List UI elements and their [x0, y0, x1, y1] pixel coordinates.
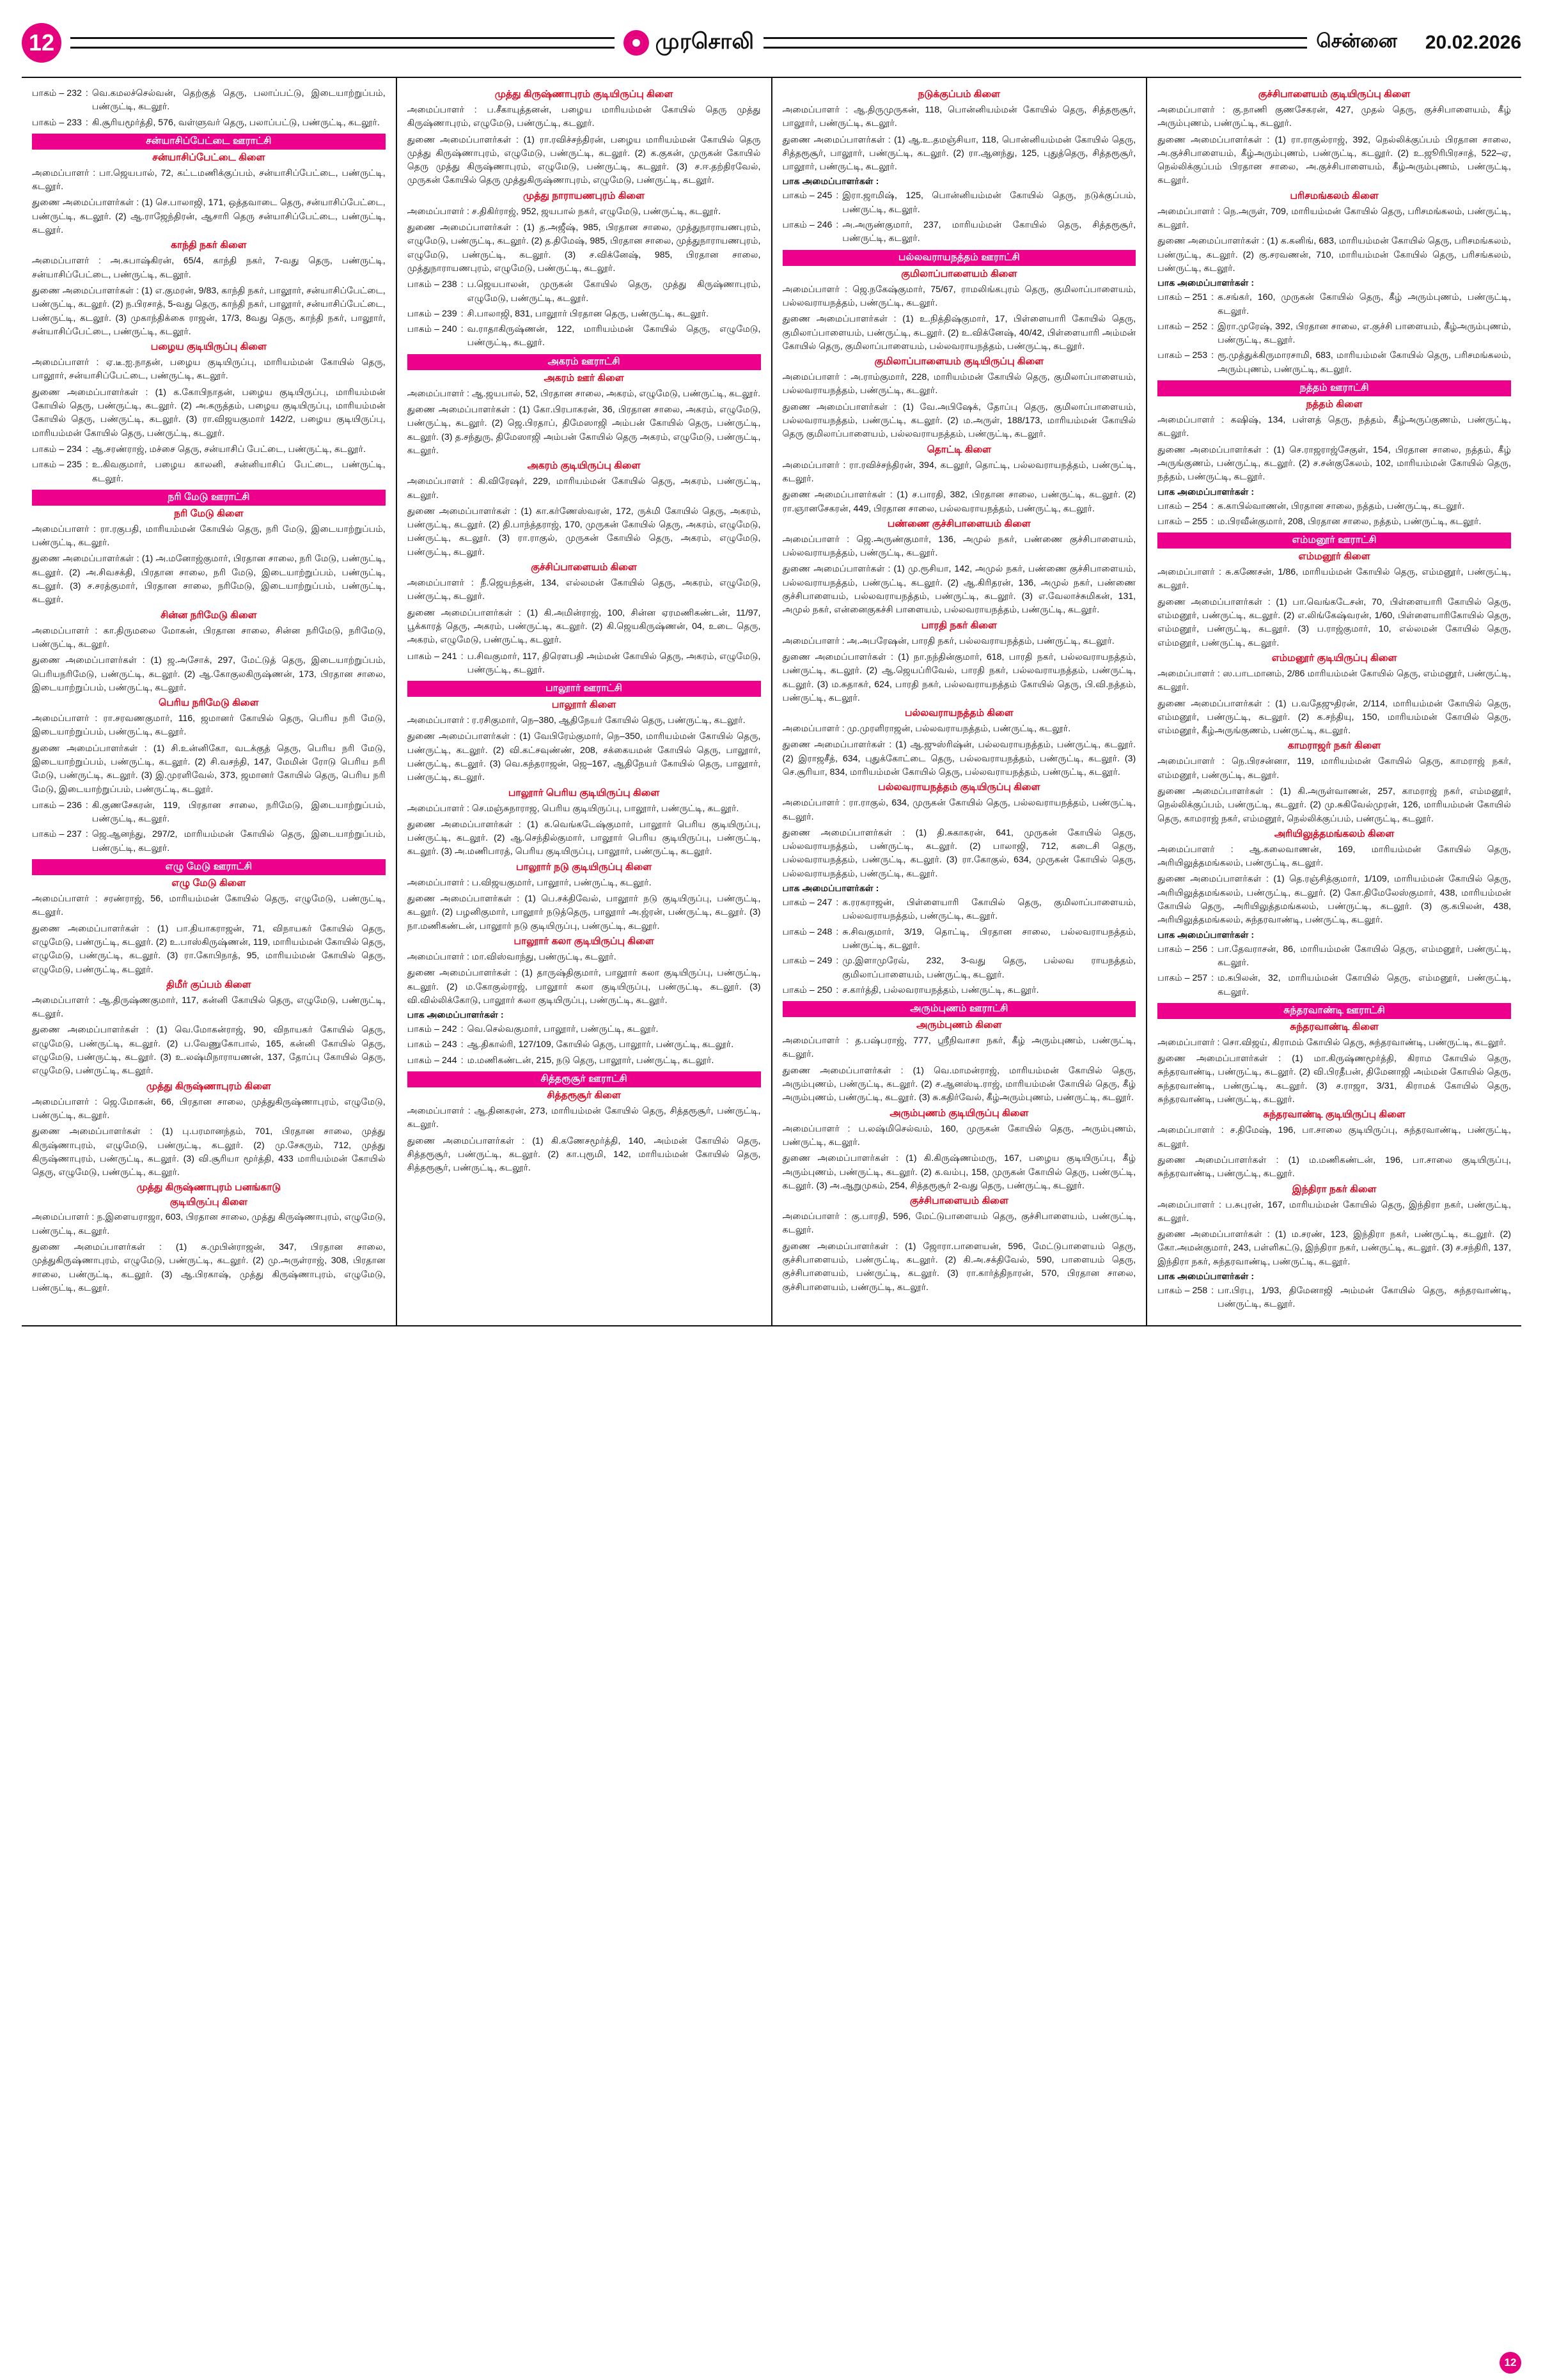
- part-number: பாகம் – 235: [32, 460, 82, 471]
- branch-heading: குச்சிபாளையம் கிளை: [909, 1195, 1008, 1207]
- part-separator: :: [460, 324, 464, 335]
- organiser-paragraph: அமைப்பாளர் : ர.ரசிகுமார், நெ–380, ஆதிநேயர் கோயில் தெரு, பண்ருட்டி, கடலூர்.: [407, 715, 746, 726]
- organiser-paragraph: அமைப்பாளர் : ப.சுபுரன், 167, மாரியம்மன் கோயில் தெரு, இந்திரா நகர், பண்ருட்டி, கடலூர்.: [1157, 1199, 1511, 1224]
- panchayat-heading: அரும்புணம் ஊராட்சி: [783, 1001, 1136, 1017]
- part-number: பாகம் – 243: [407, 1039, 457, 1050]
- organiser-paragraph: துணை அமைப்பாளர்கள் : (1) கி.கிருஷ்ணம்மரு, 167, பழைய குடியிருப்பு, கீழ் அரும்புணம், பண்ருட்டி, கடலூர். (2) க.வம்பு, 158, முருகன் கோயில் தெரு, பண்ருட்டி, கடலூர். (3) அ.ஆறுமுகம், 254, சித்தரூசூர் 2-வது தெரு, பண்ருட்டி, கடலூர்.: [782, 1153, 1136, 1191]
- part-entry: [32, 87, 386, 114]
- part-organiser: சு.சிவகுமார், 3/19, தொட்டி, பிரதான சாலை, பல்லவராயநத்தம், பண்ருட்டி, கடலூர்.: [842, 926, 1136, 951]
- branch-heading: பாலூார் கலா குடியிருப்பு கிளை: [513, 935, 654, 947]
- organiser-paragraph: துணை அமைப்பாளர்கள் : (1) கி.அமின்ராஜ், 100, சின்ன ஏரமணிகண்டன், 11/97, பூக்காரத் தெரு, அகரம், பண்ருட்டி, கடலூர். (2) கி.ஜெயகிருஷ்ணன், 04, உடை தெரு, அகரம், எழுமேடு, பண்ருட்டி, கடலூர்.: [407, 607, 761, 646]
- part-entry: [1157, 500, 1511, 513]
- branch-heading: சன்யாசிப்பேட்டை கிளை: [152, 152, 265, 163]
- section-label: பாக அமைப்பாளர்கள் :: [782, 176, 879, 187]
- organiser-paragraph: அமைப்பாளர் : பா.ஜெயபால், 72, கட்டமணிக்குப்பம், சன்யாசிப்பேட்டை, பண்ருட்டி, கடலூர்.: [32, 167, 386, 192]
- part-organiser: உ.கிவகுமார், பழைய காலனி, சன்னியாசிப் பேட்டை, பண்ருட்டி, கடலூர்.: [91, 460, 386, 484]
- part-separator: :: [836, 926, 839, 937]
- part-entry: [1157, 515, 1511, 529]
- organiser-paragraph: துணை அமைப்பாளர்கள் : (1) தாருஷ்திகுமார், பாலூார் கலா குடியிருப்பு, பண்ருட்டி, கடலூர். (2) ம.கோகுல்ராஜ், பாலூார் கலா குடியிருப்பு, பண்ருட்டி, கடலூர். (3) வி.வில்லிக்கோடு, பாலூார் கலா குடியிருப்பு, பண்ருட்டி, கடலூர்.: [407, 968, 761, 1006]
- branch-heading: முத்து கிருஷ்ணாபுரம் குடியிருப்பு கிளை: [494, 89, 673, 100]
- organiser-paragraph: துணை அமைப்பாளர்கள் : (1) தெ.ரஞ்சித்குமார், 1/109, மாரியம்மன் கோயில் தெரு, அரியிலுத்தமங்கலம், பண்ருட்டி, கடலூர். (2) கோ.திமேலேஸ்குமார், 438, மாரியம்மன் கோயில் தெரு, அரியிலுத்தமங்கலம், பண்ருட்டி, கடலூர். (3) கு.கபிலன், 438, அரியிலுத்தமங்கலம், சுந்தரவாண்டி, பண்ருட்டி, கடலூர்.: [1157, 874, 1511, 926]
- organiser-paragraph: அமைப்பாளர் : சு.கணேசன், 1/86, மாரியம்மன் கோயில் தெரு, எம்மனூர், பண்ருட்டி, கடலூர்.: [1157, 567, 1511, 591]
- part-organiser: க.ரரகராஜன், பிள்ளையாரி கோயில் தெரு, குமிலாப்பாளையம், பல்லவராயநத்தம், பண்ருட்டி, கடலூர்.: [842, 898, 1136, 922]
- part-number: பாகம் – 234: [32, 444, 82, 455]
- edition-label: சென்னை: [1316, 31, 1397, 52]
- part-number: பாகம் – 241: [407, 651, 457, 662]
- masthead: [22, 18, 1521, 68]
- part-organiser: பா.பிரபு, 1/93, திமேனாஜி அம்மன் கோயில் தெரு, சுந்தரவாண்டி, பண்ருட்டி, கடலூர்.: [1218, 1286, 1511, 1310]
- organiser-paragraph: துணை அமைப்பாளர்கள் : (1) சி.உன்னிகோ, வடக்குத் தெரு, பெரிய நரி மேடு, இடையாற்றுப்பம், பண்ருட்டி, கடலூர். (2) சி.வசந்தி, 147, மேமின் ரோடு பெரிய நரி மேடு, பண்ருட்டி, கடலூர். (3) இ.முரளிவேல், 373, ஜமானர் கோயில் தெரு, பெரிய நரி மேடு, இடையாற்றுப்பம், பண்ருட்டி, கடலூர்.: [32, 743, 386, 795]
- part-organiser: ஆ.சரண்ராஜ், மச்சை தெரு, சன்யாசிப் பேட்டை, பண்ருட்டி, கடலூர்.: [91, 444, 366, 455]
- part-separator: :: [85, 800, 88, 811]
- part-number: பாகம் – 251: [1157, 292, 1208, 303]
- organiser-paragraph: அமைப்பாளர் : நெ.பிரசன்னா, 119, மாரியம்மன் கோயில் தெரு, காமராஜ் நகர், எம்மனூர், பண்ருட்டி, கடலூர்.: [1157, 756, 1511, 781]
- part-separator: :: [836, 191, 839, 201]
- organiser-paragraph: துணை அமைப்பாளர்கள் : (1) வெ.மாமன்ராஜ், மாரியம்மன் கோயில் தெரு, அரும்புணம், பண்ருட்டி, கடலூர். (2) ச.ஆனஸ்டி.ராஜ், மாரியம்மன் கோயில் தெரு, கீழ் அரும்புணம், பண்ருட்டி, கடலூர். (3) சு.கதிர்வேல், கீழ்அரும்புணம், பண்ருட்டி, கடலூர்.: [782, 1065, 1136, 1103]
- organiser-paragraph: அமைப்பாளர் : கு.பாரதி, 596, மேட்டுபாளையம் தெரு, குச்சிபாளையம், பண்ருட்டி, கடலூர்.: [782, 1211, 1136, 1236]
- part-entry: [783, 954, 1136, 982]
- part-entry: [407, 323, 761, 350]
- organiser-paragraph: அமைப்பாளர் : ரா.ரவிச்சந்திரன், 394, கடலூர், தொட்டி, பல்லவராயநத்தம், பண்ருட்டி, கடலூர்.: [782, 460, 1136, 484]
- page-number-badge: 12: [22, 23, 61, 63]
- branch-heading: அரியிலுத்தமங்கலம் கிளை: [1274, 828, 1395, 839]
- organiser-paragraph: துணை அமைப்பாளர்கள் : (1) கி.கணேசமூர்த்தி, 140, அம்மன் கோயில் தெரு, சித்தரூசூர், பண்ருட்டி, கடலூர். (2) கா.புரூமி, 142, மாரியம்மன் கோயில் தெரு, சித்தரூசூர், பண்ருட்டி, கடலூர்.: [407, 1135, 761, 1174]
- part-number: பாகம் – 232: [32, 88, 82, 98]
- organiser-paragraph: அமைப்பாளர் : கஷிஷ், 134, பள்ளத் தெரு, நத்தம், கீழ்அருப்குணம், பண்ருட்டி, கடலூர்.: [1157, 415, 1511, 439]
- organiser-paragraph: துணை அமைப்பாளர்கள் : (1) பா.வெங்கடேசன், 70, பிள்ளையாரி கோயில் தெரு, எம்மனூர், பண்ருட்டி, கடலூர். (2) எ.லிங்கேஷ்வரன், 1/60, பிள்ளையாரிகோயில் தெரு, எம்மனூர், பண்ருட்டி, கடலூர். (3) ப.ராஜ்குமார், 10, எல்லமன் கோயில் தெரு, எம்மனூர், பண்ருட்டி, கடலூர்.: [1157, 596, 1511, 648]
- organiser-paragraph: துணை அமைப்பாளர்கள் : (1) வேபிரேம்குமார், நெ–350, மாரியம்மன் கோயில் தெரு, பண்ருட்டி, கடலூர். (2) வி.கட்சவுண்ண், 208, சக்கையமன் கோயில் தெரு, பாலூார், பண்ருட்டி, கடலூர். (3) வெ.கந்தராஜன், ஜெ–167, ஆதிநேயர் கோயில் தெரு, பாலூார், பண்ருட்டி, கடலூர்.: [407, 731, 761, 783]
- branch-heading: முத்து கிருஷ்ணாபுரம் பனங்காடு: [136, 1182, 281, 1194]
- organiser-paragraph: அமைப்பாளர் : ஆ.கலைவாணன், 169, மாரியம்மன் கோயில் தெரு, அரியிலுத்தமங்கலம், பண்ருட்டி, கடலூர்.: [1157, 844, 1511, 869]
- part-organiser: ரூ.முத்துக்கிருமாரசாமி, 683, மாரியம்மன் கோயில் தெரு, பரிசமங்கலம், அரும்புணம், பண்ருட்டி, கடலூர்.: [1218, 350, 1511, 375]
- organiser-paragraph: துணை அமைப்பாளர்கள் : (1) ஆ.உ.தமஞ்சியா, 118, பொன்னியம்மன் கோயில் தெரு, சித்தரூசூர், பாலூார், பண்ருட்டி, கடலூர். (2) ரா.ஆனந்து, 125, புதுத்தெரு, சித்தரூசூர், பாலூார், பண்ருட்டி, கடலூர்.: [782, 134, 1136, 173]
- organiser-paragraph: துணை அமைப்பாளர்கள் : (1) மா.கிருஷ்ணமூர்த்தி, கிராம கோயில் தெரு, சுந்தரவாண்டி, பண்ருட்டி, கடலூர். (2) வி.பிரதீபன், திமேனாஜி அம்மன் கோயில் தெரு, சுந்தரவாண்டி, பண்ருட்டி, கடலூர். (3) ச.ராஜா, 3/31, கிராமக் கோயில் தெரு, சுந்தரவாண்டி, பண்ருட்டி, கடலூர்.: [1157, 1054, 1511, 1105]
- branch-heading: பாலூார் நடு குடியிருப்பு கிளை: [516, 861, 652, 873]
- part-number: பாகம் – 248: [782, 926, 833, 937]
- part-separator: :: [460, 1055, 464, 1066]
- branch-heading: பண்ணை குச்சிபாளையம் கிளை: [887, 518, 1031, 529]
- part-entry: [1157, 1284, 1511, 1312]
- part-entry: [407, 1038, 761, 1052]
- organiser-paragraph: அமைப்பாளர் : ச.திகிர்ராஜ், 952, ஜயபால் நகர், எழுமேடு, பண்ருட்டி, கடலூர்.: [407, 206, 721, 217]
- part-number: பாகம் – 256: [1157, 944, 1208, 954]
- part-entry: [32, 828, 386, 855]
- part-organiser: வெ.கமலச்செல்வன், தெற்குத் தெரு, பலாப்பட்டு, இடையாற்றுப்பம், பண்ருட்டி, கடலூர்.: [91, 88, 386, 113]
- panchayat-heading: எம்மனூர் ஊராட்சி: [1157, 533, 1511, 548]
- branch-heading: பாரதி நகர் கிளை: [921, 619, 997, 631]
- organiser-paragraph: அமைப்பாளர் : ஆ.ஜயபால், 52, பிரதான சாலை, அகரம், எழுமேடு, பண்ருட்டி, கடலூர்.: [407, 388, 761, 399]
- organiser-paragraph: அமைப்பாளர் : கு.நாணி குணசேகரன், 427, முதல் தெரு, குச்சிபாளையம், கீழ் அரும்புணம், பண்ருட்டி, கடலூர்.: [1157, 105, 1511, 129]
- part-organiser: ம.மணிகண்டன், 215, நடு தெரு, பாலூார், பண்ருட்டி, கடலூர்.: [467, 1055, 714, 1066]
- part-entry: [783, 189, 1136, 217]
- part-separator: :: [85, 460, 88, 471]
- part-entry: [1157, 349, 1511, 377]
- organiser-paragraph: துணை அமைப்பாளர்கள் : (1) க.கோபிநாதன், பழைய குடியிருப்பு, மாரியம்மன் கோயில் தெரு, பண்ருட்டி, கடலூர். (2) அ.கருத்தம், பழைய குடியிருப்பு, மாரியம்மன் கோயில் தெரு, பண்ருட்டி, கடலூர். (3) ரா.விஜயகுமார் 142/2, பழைய குடியிருப்பு, மாரியம்மன் கோயில் தெரு, பண்ருட்டி, கடலூர்.: [32, 387, 386, 439]
- part-number: பாகம் – 244: [407, 1055, 457, 1066]
- panchayat-heading: நரி மேடு ஊராட்சி: [32, 490, 386, 506]
- article-columns: [22, 77, 1521, 1326]
- branch-heading: அகரம் ஊர் கிளை: [544, 372, 624, 384]
- organiser-paragraph: துணை அமைப்பாளர்கள் : (1) எ.குமரன், 9/83, காந்தி நகர், பாலூார், சன்யாசிப்பேட்டை, பண்ருட்டி, கடலூர். (2) ந.பிரசாத், 5-வது தெரு, காந்தி நகர், பாலூார், சன்யாசிப்பேட்டை, பண்ருட்டி, கடலூர். (3) முகாந்திக்கை ராஜன், 17/3, 8வது தெரு, காந்தி நகர், பாலூார், சன்யாசிப்பேட்டை, பண்ருட்டி, கடலூர்.: [32, 285, 386, 337]
- branch-heading: பல்லவராயநத்தம் கிளை: [904, 708, 1014, 719]
- organiser-paragraph: அமைப்பாளர் : ப.சீகாயுத்தனன், பழைய மாரியம்மன் கோயில் தெரு முத்து கிருஷ்ணாபுரம், எழுமேடு, பண்ருட்டி, கடலூர்.: [407, 105, 761, 129]
- part-separator: :: [460, 651, 464, 662]
- part-entry: [32, 458, 386, 486]
- organiser-paragraph: அமைப்பாளர் : நீ.ஜெயந்தன், 134, எல்லமன் கோயில் தெரு, அகரம், எழுமேடு, பண்ருட்டி, கடலூர்.: [407, 578, 761, 602]
- part-entry: [783, 896, 1136, 924]
- part-number: பாகம் – 236: [32, 800, 82, 811]
- part-number: பாகம் – 242: [407, 1024, 457, 1035]
- publication-logo: [623, 29, 755, 57]
- rising-sun-icon: [623, 30, 649, 56]
- branch-heading: தொட்டி கிளை: [927, 444, 992, 455]
- organiser-paragraph: அமைப்பாளர் : ஏ.டீ.ஐ.நாதன், பழைய குடியிருப்பு, மாரியம்மன் கோயில் தெரு, பாலூார், சன்யாசிப்பேட்டை, பண்ருட்டி, கடலூர்.: [32, 357, 386, 382]
- organiser-paragraph: அமைப்பாளர் : ரா.சரவணகுமார், 116, ஜமானர் கோயில் தெரு, பெரிய நரி மேடு, இடையாற்றுப்பம், பண்ருட்டி, கடலூர்.: [32, 713, 386, 738]
- branch-heading: நத்தம் கிளை: [1306, 399, 1363, 410]
- part-number: பாகம் – 237: [32, 829, 82, 840]
- branch-heading: முத்து கிருஷ்ணாபுரம் கிளை: [146, 1080, 271, 1092]
- organiser-paragraph: அமைப்பாளர் : சரண்ராஜ், 56, மாரியம்மன் கோயில் தெரு, எழுமேடு, பண்ருட்டி, கடலூர்.: [32, 894, 386, 918]
- part-entry: [783, 926, 1136, 953]
- panchayat-heading: பாலூார் ஊராட்சி: [407, 681, 761, 697]
- part-organiser: ம.கபிலன், 32, மாரியம்மன் கோயில் தெரு, எம்மனூர், பண்ருட்டி, கடலூர்.: [1218, 973, 1511, 997]
- section-label: பாக அமைப்பாளர்கள் :: [782, 883, 879, 894]
- text-column: [396, 78, 771, 1325]
- part-separator: :: [85, 88, 88, 98]
- organiser-paragraph: அமைப்பாளர் : ஜெ.மோகன், 66, பிரதான சாலை, முத்துகிருஷ்ணாபுரம், எழுமேடு, பண்ருட்டி, கடலூர்.: [32, 1096, 386, 1121]
- organiser-paragraph: துணை அமைப்பாளர்கள் : (1) ரா.ரவிச்சந்திரன், பழைய மாரியம்மன் கோயில் தெரு முத்து கிருஷ்ணாபுரம், எழுமேடு, பண்ருட்டி, கடலூர். (2) க.குகன், முருகன் கோயில் தெரு முத்து கிருஷ்ணாபுரம், எழுமேடு, பண்ருட்டி, கடலூர். (3) ச.ஈ.தற்திரவேல், முருகன் கோயில் தெரு முத்துகிருஷ்ணாபுரம், எழுமேடு, பண்ருட்டி, கடலூர்.: [407, 134, 761, 186]
- part-organiser: ப.ஜெயபாலன், முருகன் கோயில் தெரு, முத்து கிருஷ்ணாபுரம், எழுமேடு, பண்ருட்டி, கடலூர்.: [467, 279, 761, 304]
- organiser-paragraph: அமைப்பாளர் : அ.அபரேஷன், பாரதி நகர், பல்லவராயநத்தம், பண்ருட்டி, கடலூர்.: [782, 635, 1115, 646]
- organiser-paragraph: துணை அமைப்பாளர்கள் : (1) த.அஜீஷ், 985, பிரதான சாலை, முத்துநாராயணபுரம், எழுமேடு, பண்ருட்டி, கடலூர். (2) த.திமேஷ், 985, பிரதான சாலை, முத்துநாராயணபுரம், எழுமேடு, பண்ருட்டி, கடலூர். (3) ச.விக்னேஷ், 985, பிரதான சாலை, முத்துநாராயணபுரம், எழுமேடு, பண்ருட்டி, கடலூர்.: [407, 222, 761, 274]
- branch-heading: பாலூார் பெரிய குடியிருப்பு கிளை: [508, 787, 660, 798]
- part-entry: [407, 1054, 761, 1068]
- branch-heading: எம்மனூர் குடியிருப்பு கிளை: [1271, 652, 1397, 664]
- organiser-paragraph: அமைப்பாளர் : ப.விஜயகுமார், பாலூார், பண்ருட்டி, கடலூர்.: [407, 877, 652, 888]
- part-entry: [32, 116, 386, 130]
- branch-heading: எம்மனூர் கிளை: [1298, 551, 1370, 563]
- part-separator: :: [1211, 350, 1214, 361]
- panchayat-heading: சுந்தரவாண்டி ஊராட்சி: [1157, 1003, 1511, 1019]
- part-separator: :: [85, 444, 88, 455]
- part-organiser: க.சங்கர், 160, முருகன் கோயில் தெரு, கீழ் அரும்புணம், பண்ருட்டி, கடலூர்.: [1218, 292, 1511, 316]
- part-organiser: மு.இளாமுரேவ், 232, 3-வது தெரு, பல்லவ ராயநத்தம், குமிலாப்பாளையம், பண்ருட்டி, கடலூர்.: [842, 956, 1136, 980]
- part-separator: :: [1211, 944, 1214, 954]
- panchayat-heading: பல்லவராயநத்தம் ஊராட்சி: [783, 250, 1136, 266]
- section-label: பாக அமைப்பாளர்கள் :: [1157, 278, 1255, 289]
- part-organiser: ப.சிவகுமார், 117, திரௌபதி அம்மன் கோயில் தெரு, அகரம், எழுமேடு, பண்ருட்டி, கடலூர்.: [467, 651, 761, 675]
- branch-heading: முத்து நாராயணபுரம் கிளை: [523, 190, 645, 201]
- part-number: பாகம் – 249: [782, 956, 833, 967]
- organiser-paragraph: துணை அமைப்பாளர்கள் : (1) ஆ.ஜுஸ்ரிஷ்ன், பல்லவராயநத்தம், பண்ருட்டி, கடலூர். (2) இராஜசீத், 634, புதுக்கோட்டை தெரு, பல்லவராயநத்தம், பண்ருட்டி, கடலூர். (3) செ.சூரியா, 834, மாரியம்மன் கோயில் தெரு, பல்லவராயநத்தம், பண்ருட்டி, கடலூர்.: [782, 740, 1136, 777]
- footer-page-number-badge: 12: [1500, 2352, 1521, 2374]
- organiser-paragraph: அமைப்பாளர் : ச.திமேஷ், 196, பா.சாலை குடியிருப்பு, சுந்தரவாண்டி, பண்ருட்டி, கடலூர்.: [1157, 1125, 1511, 1149]
- organiser-paragraph: துணை அமைப்பாளர்கள் : (1) பு.பரமானந்தம், 701, பிரதான சாலை, முத்து கிருஷ்ணாபுரம், எழுமேடு, பண்ருட்டி, கடலூர். (2) மு.சேகரும், 712, முத்து கிருஷ்ணாபுரம், பண்ருட்டி, கடலூர். (3) வி.சூரியா மூர்த்தி, 433 மாரியம்மன் கோயில் தெரு, எழுமேடு, பண்ருட்டி, கடலூர்.: [32, 1126, 386, 1178]
- part-separator: :: [460, 308, 464, 319]
- part-number: பாகம் – 252: [1157, 321, 1208, 332]
- organiser-paragraph: துணை அமைப்பாளர்கள் : (1) க.கனிங், 683, மாரியம்மன் கோயில் தெரு, பரிசமங்கலம், பண்ருட்டி, கடலூர். (2) கு.சரவணன், 710, மாரியம்மன் கோயில் தெரு, பரிசங்கலம், பண்ருட்டி, கடலூர்.: [1157, 236, 1511, 274]
- organiser-paragraph: அமைப்பாளர் : மு.முரளிராஜன், பல்லவராயநத்தம், பண்ருட்டி, கடலூர்.: [782, 724, 1071, 735]
- publication-title: முரசொலி: [655, 29, 755, 54]
- organiser-paragraph: அமைப்பாளர் : ப.லஷ்மிசெல்வம், 160, முருகன் கோயில் தெரு, அரும்புணம், பண்ருட்டி, கடலூர்.: [782, 1123, 1136, 1147]
- organiser-paragraph: துணை அமைப்பாளர்கள் : (1) ஜோரா.பாளையன், 596, மேட்டுபாளையம் தெரு, குச்சிபாளையம், பண்ருட்டி, கடலூர். (2) கி.அ.சக்திவேல், 590, பாளையம் தெரு, குச்சிபாளையம், பண்ருட்டி, கடலூர். (3) ரா.கார்த்திநாரன், 570, பிரதான சாலை, குச்சிபாளையம், பண்ருட்டி, கடலூர்.: [782, 1241, 1136, 1293]
- organiser-paragraph: அமைப்பாளர் : கா.திருமலை மோகன், பிரதான சாலை, சின்ன நரிமேடு, நரிமேடு, பண்ருட்டி, கடலூர்.: [32, 625, 386, 649]
- part-separator: :: [1211, 973, 1214, 984]
- organiser-paragraph: துணை அமைப்பாளர்கள் : (1) உ.நித்திஷ்குமார், 17, பிள்ளையாரி கோயில் தெரு, குமிலாப்பாளையம், பண்ருட்டி, கடலூர். (2) உ.விக்னேஷ், 40/42, பிள்ளையாரி அம்மன் கோயில் தெரு, குமிலாப்பாளையம், பல்லவராயநத்தம், பண்ருட்டி, கடலூர்.: [782, 314, 1136, 352]
- text-column: [771, 78, 1147, 1325]
- section-label: பாக அமைப்பாளர்கள் :: [1157, 486, 1255, 497]
- organiser-paragraph: அமைப்பாளர் : ஆ.தினகரன், 273, மாரியம்மன் கோயில் தெரு, சித்தரூசூர், பண்ருட்டி, கடலூர்.: [407, 1106, 761, 1130]
- part-organiser: ச.கார்த்தி, பல்லவராயநத்தம், பண்ருட்டி, கடலூர்.: [842, 984, 1039, 995]
- part-entry: [1157, 320, 1511, 348]
- part-separator: :: [85, 117, 88, 128]
- part-organiser: பா.தேவராசன், 86, மாரியம்மன் கோயில் தெரு, எம்மனூர், பண்ருட்டி, கடலூர்.: [1218, 944, 1511, 968]
- organiser-paragraph: அமைப்பாளர் : நெ.அருள், 709, மாரியம்மன் கோயில் தெரு, பரிசமங்கலம், பண்ருட்டி, கடலூர்.: [1157, 206, 1511, 231]
- organiser-paragraph: துணை அமைப்பாளர்கள் : (1) ஜ.அசோக், 297, மேட்டுத் தெரு, இடையாற்றுப்பம், பெரியநரிமேடு, பண்ருட்டி, கடலூர். (2) ஆ.கோகுலகிருஷ்ணன், 173, பிரதான சாலை, இடையாற்றுப்பம், பண்ருட்டி, கடலூர்.: [32, 655, 386, 693]
- organiser-paragraph: துணை அமைப்பாளர்கள் : (1) கோ.பிரபாகரன், 36, பிரதான சாலை, அகரம், எழுமேடு, பண்ருட்டி, கடலூர். (2) ஜெ.பிரதாப், திமேஸாஜி அம்பன் கோயில் தெரு, பண்ருட்டி, கடலூர். (3) த.சந்துரு, திமேஸாஜி அம்பன் கோயில் தெரு அகரம், எழுமேடு, பண்ருட்டி, கடலூர்.: [407, 405, 761, 456]
- part-separator: :: [1211, 516, 1214, 527]
- branch-heading: அரும்புணம் கிளை: [916, 1020, 1002, 1031]
- organiser-paragraph: துணை அமைப்பாளர்கள் : (1) செ.ராஜராஜ்சேகுள், 154, பிரதான சாலை, நத்தம், கீழ் அருங்குணம், பண்ருட்டி, கடலூர். (2) ச.சன்குகேலம், 102, மாரியம்மன் கோயில் தெரு, நத்தம், பண்ருட்டி, கடலூர்.: [1157, 444, 1511, 483]
- part-separator: :: [836, 984, 839, 995]
- organiser-paragraph: துணை அமைப்பாளர்கள் : (1) கா.கர்ணேஸ்வரன், 172, ருக்மி கோயில் தெரு, அகரம், பண்ருட்டி, கடலூர். (2) தி.பாந்த்தராஜ், 170, முருகன் கோயில் தெரு, அகரம், எழுமேடு, பண்ருட்டி, கடலூர். (3) ரா.ராகுல், முருகன் கோயில் தெரு, அகரம், எழுமேடு, பண்ருட்டி, கடலூர்.: [407, 506, 761, 557]
- organiser-paragraph: அமைப்பாளர் : செ.மஞ்சுநாராஜ, பெரிய குடியிருப்பு, பாலூார், பண்ருட்டி, கடலூர்.: [407, 803, 739, 814]
- part-number: பாகம் – 254: [1157, 501, 1208, 511]
- panchayat-heading: நத்தம் ஊராட்சி: [1157, 380, 1511, 396]
- branch-heading: அரும்புணம் குடியிருப்பு கிளை: [889, 1107, 1029, 1119]
- part-separator: :: [1211, 321, 1214, 332]
- branch-heading: பெரிய நரிமேடு கிளை: [159, 697, 259, 709]
- part-organiser: வ.ராதாகிருஷ்ணன், 122, மாரியம்மன் கோயில் தெரு, எழுமேடு, பண்ருட்டி, கடலூர்.: [467, 324, 761, 348]
- organiser-paragraph: துணை அமைப்பாளர்கள் : (1) செ.பாலாஜி, 171, ஒத்தவாடை தெரு, சன்யாசிப்பேட்டை, பண்ருட்டி, கடலூர். (2) ஆ.ராஜேந்திரன், ஆசாரி தெரு சன்யாசிப்பேட்டை, பண்ருட்டி, கடலூர்.: [32, 198, 386, 236]
- part-entry: [1157, 943, 1511, 970]
- part-separator: :: [836, 898, 839, 908]
- section-label: பாக அமைப்பாளர்கள் :: [1157, 929, 1255, 940]
- branch-heading: காமராஜர் நகர் கிளை: [1287, 740, 1381, 752]
- text-column: [22, 78, 396, 1325]
- part-number: பாகம் – 246: [782, 220, 833, 231]
- part-organiser: ஜெ.ஆனந்து, 297/2, மாரியம்மன் கோயில் தெரு, இடையாற்றுப்பம், பண்ருட்டி, கடலூர்.: [91, 829, 386, 853]
- part-organiser: ஆ.திகால்ரி, 127/109, கோயில் தெரு, பாலூார், பண்ருட்டி, கடலூர்.: [467, 1039, 734, 1050]
- organiser-paragraph: துணை அமைப்பாளர்கள் : (1) வே.அபிஷேக், தோப்பு தெரு, குமிலாப்பாளையம், பல்லவராயநத்தம், பண்ருட்டி, கடலூர். (2) ம.அருள், 188/173, மாரியம்மன் கோயில் தெரு குமிலாப்பாளையம், பல்லவராயநத்தம், பண்ருட்டி, கடலூர்.: [782, 401, 1136, 440]
- part-organiser: கி.சூரியமூர்த்தி, 576, வள்ளுவர் தெரு, பலாப்பட்டு, பண்ருட்டி, கடலூர்.: [91, 117, 380, 128]
- organiser-paragraph: துணை அமைப்பாளர்கள் : (1) பெ.சக்திவேல், பாலூார் நடு குடியிருப்பு, பண்ருட்டி, கடலூர். (2) பழனிகுமார், பாலூார் நடுத்தெரு, பாலூார் அ.ஜ்ரன், பண்ருட்டி, கடலூர். (3) நா.மணிகண்டன், பாலூார் நடு குடியிருப்பு, பண்ருட்டி, கடலூர்.: [407, 894, 761, 931]
- organiser-paragraph: துணை அமைப்பாளர்கள் : (1) ச.பாரதி, 382, பிரதான சாலை, பண்ருட்டி, கடலூர். (2) ரா.ஞானசேகரன், 449, பிரதான சாலை, பல்லவராயநத்தம், பண்ருட்டி, கடலூர்.: [782, 490, 1136, 514]
- branch-heading: எழு மேடு கிளை: [171, 878, 246, 889]
- part-organiser: வெ.செல்வகுமார், பாலூார், பண்ருட்டி, கடலூர்.: [467, 1024, 659, 1035]
- section-label: பாக அமைப்பாளர்கள் :: [407, 1010, 504, 1021]
- part-separator: :: [836, 956, 839, 967]
- branch-heading: சின்ன நரிமேடு கிளை: [161, 609, 257, 621]
- branch-heading: இந்திரா நகர் கிளை: [1292, 1183, 1377, 1195]
- part-entry: [407, 1023, 761, 1036]
- organiser-paragraph: துணை அமைப்பாளர்கள் : (1) ரா.ராகுல்ராஜ், 392, நெல்லிக்குப்பம் பிரதான சாலை, அ.குச்சிபாளையம், கீழ்அரும்புணம், பண்ருட்டி, கடலூர். (2) உ.ஜூரிபிரசாத், 522–ஏ, நெல்லிக்குப்பம் பிரதான சாலை, அ.குச்சிபாளையம், கீழ்அரும்புணம், பண்ருட்டி, கடலூர்.: [1157, 134, 1511, 186]
- organiser-paragraph: துணை அமைப்பாளர்கள் : (1) அ.மனோஜ்குமார், பிரதான சாலை, நரி மேடு, பண்ருட்டி, கடலூர். (2) அ.சிவசக்தி, பிரதான சாலை, நரி மேடு, இடையாற்றுப்பம், பண்ருட்டி, கடலூர். (3) ச.சரத்குமார், பிரதான சாலை, நரிமேடு, இடையாற்றுப்பம், பண்ருட்டி, கடலூர்.: [32, 554, 386, 605]
- panchayat-heading: சித்தரூசூர் ஊராட்சி: [407, 1071, 761, 1087]
- organiser-paragraph: துணை அமைப்பாளர்கள் : (1) சு.முபின்ராஜன், 347, பிரதான சாலை, முத்துகிருஷ்ணாபுரம், எழுமேடு, பண்ருட்டி, கடலூர். (2) மு.அருள்ராஜ், 308, பிரதான சாலை, பண்ருட்டி, கடலூர். (3) ஆ.பிரகாஷ், முத்து கிருஷ்ணாபுரம், எழுமேடு, பண்ருட்டி, கடலூர்.: [32, 1242, 386, 1293]
- organiser-paragraph: அமைப்பாளர் : ஆ.திருமுருகன், 118, பொன்னியம்மன் கோயில் தெரு, சித்தரூசூர், பாலூார், பண்ருட்டி, கடலூர்.: [782, 105, 1136, 129]
- part-number: பாகம் – 240: [407, 324, 457, 335]
- part-separator: :: [460, 279, 464, 290]
- part-organiser: ம.பிரவீன்குமார், 208, பிரதான சாலை, நத்தம், பண்ருட்டி, கடலூர்.: [1218, 516, 1482, 527]
- part-number: பாகம் – 239: [407, 308, 457, 319]
- branch-heading: சுந்தரவாண்டி குடியிருப்பு கிளை: [1263, 1109, 1406, 1121]
- part-separator: :: [1211, 1286, 1214, 1296]
- part-number: பாகம் – 258: [1157, 1286, 1208, 1296]
- part-organiser: இரா.ஜாமிஷ், 125, பொன்னியம்மன் கோயில் தெரு, நடுக்குப்பம், பண்ருட்டி, கடலூர்.: [842, 191, 1136, 215]
- text-column: [1146, 78, 1521, 1325]
- panchayat-heading: சன்யாசிப்பேட்டை ஊராட்சி: [32, 134, 386, 150]
- branch-heading: குமிலாப்பாளையம் குடியிருப்பு கிளை: [874, 356, 1044, 368]
- organiser-paragraph: அமைப்பாளர் : அ.ராம்குமார், 228, மாரியம்மன் கோயில் தெரு, குமிலாப்பாளையம், பல்லவராயநத்தம், பண்ருட்டி, கடலூர்.: [782, 372, 1136, 396]
- branch-heading: நடுக்குப்பம் கிளை: [918, 89, 1001, 100]
- part-organiser: கி.குணசேகரன், 119, பிரதான சாலை, நரிமேடு, இடையாற்றுப்பம், பண்ருட்டி, கடலூர்.: [91, 800, 386, 825]
- organiser-paragraph: துணை அமைப்பாளர்கள் : (1) ம.மணிகண்டன், 196, பா.சாலை குடியிருப்பு, சுந்தரவாண்டி, பண்ருட்டி, கடலூர்.: [1157, 1155, 1511, 1179]
- part-number: பாகம் – 238: [407, 279, 457, 290]
- part-number: பாகம் – 233: [32, 117, 82, 128]
- organiser-paragraph: அமைப்பாளர் : த.பஷ்பராஜ், 777, ஸ்ரீநிவாசா நகர், கீழ் அரும்புணம், பண்ருட்டி, கடலூர்.: [782, 1036, 1136, 1060]
- publication-date: 20.02.2026: [1425, 32, 1522, 53]
- part-number: பாகம் – 253: [1157, 350, 1208, 361]
- branch-heading: குச்சிப்பாளையம் கிளை: [531, 562, 637, 573]
- branch-heading: அகரம் குடியிருப்பு கிளை: [527, 460, 641, 472]
- part-organiser: சி.பாலாஜி, 831, பாலூார் பிரதான தெரு, பண்ருட்டி, கடலூர்.: [467, 308, 709, 319]
- branch-heading: பல்லவராயநத்தம் குடியிருப்பு கிளை: [878, 782, 1040, 793]
- masthead-rule-right: [764, 37, 1308, 49]
- organiser-paragraph: அமைப்பாளர் : ரா.ரகுபதி, மாரியம்மன் கோயில் தெரு, நரி மேடு, இடையாற்றுப்பம், பண்ருட்டி, கடலூர்.: [32, 524, 386, 548]
- part-separator: :: [836, 220, 839, 231]
- part-entry: [32, 443, 386, 456]
- part-entry: [783, 219, 1136, 246]
- organiser-paragraph: துணை அமைப்பாளர்கள் : (1) கி.அருள்வாணன், 257, காமராஜ் நகர், எம்மனூர், நெல்லிக்குப்பம், பண்ருட்டி, கடலூர். (2) மு.சுகிவேல்முரன், 126, மாரியம்மன் கோயில் தெரு, காமராஜ் நகர், எம்மனூர், நெல்லிக்குப்பம், பண்ருட்டி, கடலூர்.: [1157, 786, 1511, 824]
- part-entry: [1157, 972, 1511, 999]
- branch-heading: சுந்தரவாண்டி கிளை: [1290, 1021, 1379, 1032]
- organiser-paragraph: துணை அமைப்பாளர்கள் : (1) மு.ரூசியா, 142, அமுல் நகர், பண்ணை குச்சிபாளையம், பல்லவராயநத்தம், பண்ருட்டி, கடலூர். (2) ஆ.கிரிதரன், 136, அமுல் நகர், பண்ணை குச்சிபாளையம், பல்லவராயநத்தம், பண்ருட்டி, கடலூர். (3) எ.வேலாச்சுமிகன், 131, அமுல் நகர், என்னைகுகச்சி பாளையம், பல்லவராயநத்தம், பண்ருட்டி, கடலூர்.: [782, 564, 1136, 616]
- panchayat-heading: அகரம் ஊராட்சி: [407, 354, 761, 370]
- part-entry: [783, 984, 1136, 997]
- branch-heading: காந்தி நகர் கிளை: [171, 240, 247, 251]
- part-entry: [32, 799, 386, 827]
- branch-heading: சித்தரூசூர் கிளை: [547, 1090, 621, 1101]
- organiser-paragraph: அமைப்பாளர் : கி.விரேஷர், 229, மாரியம்மன் கோயில் தெரு, அகரம், பண்ருட்டி, கடலூர்.: [407, 476, 761, 501]
- part-separator: :: [460, 1039, 464, 1050]
- branch-heading: பாலூார் கிளை: [551, 699, 616, 711]
- branch-heading: பழைய குடியிருப்பு கிளை: [150, 341, 267, 353]
- organiser-paragraph: துணை அமைப்பாளர்கள் : (1) நா.நந்தின்குமார், 618, பாரதி நகர், பல்லவராயநத்தம், பண்ருட்டி, கடலூர். (2) ஆ.ஜெயப்ரிவேல், பாரதி நகர், பல்லவராயநத்தம், பண்ருட்டி, கடலூர். (3) ம.சுதாகர், 624, பாரதி நகர், பல்லவராயநத்தம் கோயில் தெரு, பி.வி.நத்தம், பண்ருட்டி, கடலூர்.: [782, 651, 1136, 703]
- branch-heading: பரிசமங்கலம் கிளை: [1290, 190, 1379, 201]
- part-separator: :: [85, 829, 88, 840]
- organiser-paragraph: துணை அமைப்பாளர்கள் : (1) ம.சரண், 123, இந்திரா நகர், பண்ருட்டி, கடலூர். (2) கோ.அமன்குமார், 243, பள்ளிகட்டு, இந்திரா நகர், பண்ருட்டி, கடலூர். (3) ச.சந்திரி, 137, இந்திரா நகர், சுந்தரவாண்டி, பண்ருட்டி, கடலூர்.: [1157, 1229, 1511, 1267]
- masthead-meta: [1316, 31, 1521, 55]
- organiser-paragraph: அமைப்பாளர் : மா.விஸ்வாந்து, பண்ருட்டி, கடலூர்.: [407, 951, 616, 962]
- part-organiser: இரா.முரேஷ், 392, பிரதான சாலை, எ.குச்சி பாளையம், கீழ்அரும்புணம், பண்ருட்டி, கடலூர்.: [1218, 321, 1511, 346]
- organiser-paragraph: அமைப்பாளர் : ஜெ.அருண்குமார், 136, அமுல் நகர், பண்ணை குச்சிபாளையம், பல்லவராயநத்தம், பண்ருட்டி, கடலூர்.: [782, 534, 1136, 559]
- branch-subheading: குடியிருப்பு கிளை: [169, 1197, 247, 1208]
- part-entry: [407, 307, 761, 321]
- organiser-paragraph: துணை அமைப்பாளர்கள் : (1) தி.சுகாகரன், 641, முருகன் கோயில் தெரு, பல்லவராயநத்தம், பண்ருட்டி, கடலூர். (2) பாலாஜி, 712, கடைசி தெரு, பல்லவராயநத்தம், பண்ருட்டி, கடலூர். (3) ரா.கோகுல், 634, முருகன் கோயில் தெரு, பல்லவராயநத்தம், பண்ருட்டி, கடலூர்.: [782, 827, 1136, 879]
- branch-heading: குமிலாப்பாளையம் கிளை: [901, 268, 1017, 279]
- organiser-paragraph: துணை அமைப்பாளர்கள் : (1) பா.தியாகராஜன், 71, விநாயகர் கோயில் தெரு, எழுமேடு, பண்ருட்டி, கடலூர். (2) உ.பாஸ்கிருஷ்ணன், 119, மாரியம்மன் கோயில் தெரு, எழுமேடு, பண்ருட்டி, கடலூர். (3) ரா.கோபிநாத், 95, மாரியம்மன் கோயில் தெரு, எழுமேடு, பண்ருட்டி, கடலூர்.: [32, 923, 386, 975]
- part-number: பாகம் – 255: [1157, 516, 1208, 527]
- part-number: பாகம் – 245: [782, 191, 833, 201]
- part-entry: [407, 278, 761, 306]
- part-number: பாகம் – 257: [1157, 973, 1208, 984]
- part-separator: :: [1211, 501, 1214, 511]
- branch-heading: குச்சிபாளையம் குடியிருப்பு கிளை: [1258, 89, 1411, 100]
- organiser-paragraph: அமைப்பாளர் : ஆ.திருஷ்ணகுமார், 117, கன்னி கோயில் தெரு, எழுமேடு, பண்ருட்டி, கடலூர்.: [32, 995, 386, 1020]
- part-separator: :: [1211, 292, 1214, 303]
- organiser-paragraph: அமைப்பாளர் : சொ.விஜய், கிராமம் கோயில் தெரு, சுந்தரவாண்டி, பண்ருட்டி, கடலூர்.: [1157, 1037, 1507, 1048]
- part-entry: [407, 650, 761, 678]
- part-entry: [1157, 291, 1511, 318]
- part-organiser: அ.அருண்குமார், 237, மாரியம்மன் கோயில் தெரு, சித்தரூசூர், பண்ருட்டி, கடலூர்.: [842, 220, 1136, 244]
- part-separator: :: [460, 1024, 464, 1035]
- part-number: பாகம் – 247: [782, 898, 833, 908]
- organiser-paragraph: அமைப்பாளர் : ஜெ.நகேஷ்குமார், 75/67, ராமலிங்கபுரம் தெரு, குமிலாப்பாளையம், பல்லவராயநத்தம், பண்ருட்டி, கடலூர்.: [782, 284, 1136, 308]
- panchayat-heading: எழு மேடு ஊராட்சி: [32, 859, 386, 875]
- organiser-paragraph: அமைப்பாளர் : அ.சுபாஷ்கிரன், 65/4, காந்தி நகர், 7-வது தெரு, பண்ருட்டி, சன்யாசிப்பேட்டை, பண்ருட்டி, கடலூர்.: [32, 256, 386, 280]
- section-label: பாக அமைப்பாளர்கள் :: [1157, 1272, 1255, 1282]
- part-organiser: க.காபில்வாணன், பிரதான சாலை, நத்தம், பண்ருட்டி, கடலூர்.: [1218, 501, 1465, 511]
- organiser-paragraph: துணை அமைப்பாளர்கள் : (1) ப.வதேஜுதிரன், 2/114, மாரியம்மன் கோயில் தெரு, எம்மனூர், பண்ருட்டி, கடலூர். (2) க.சந்தியு, 150, மாரியம்மன் கோயில் தெரு, எம்மனூர், கீழ்அருங்குணம், பண்ருட்டி, கடலூர்.: [1157, 698, 1511, 736]
- branch-heading: திமீர் குப்பம் கிளை: [166, 979, 251, 990]
- part-number: பாகம் – 250: [782, 984, 833, 995]
- branch-heading: நரி மேடு கிளை: [174, 508, 244, 519]
- masthead-rule-left: [70, 37, 615, 49]
- organiser-paragraph: துணை அமைப்பாளர்கள் : (1) வெ.மோகன்ராஜ், 90, விநாயகர் கோயில் தெரு, எழுமேடு, பண்ருட்டி, கடலூர். (2) ப.வேணுகோபால், 165, கன்னி கோயில் தெரு, எழுமேடு, பண்ருட்டி, கடலூர். (3) உ.லஷ்மிநாராயணன், 137, தோப்பு கோயில் தெரு, எழுமேடு, பண்ருட்டி, கடலூர்.: [32, 1025, 386, 1077]
- organiser-paragraph: அமைப்பாளர் : ஸ.பாடமானம், 2/86 மாரியம்மன் கோயில் தெரு, எம்மனூர், பண்ருட்டி, கடலூர்.: [1157, 668, 1511, 693]
- organiser-paragraph: அமைப்பாளர் : ரா.ராகுல், 634, முருகன் கோயில் தெரு, பல்லவராயநத்தம், பண்ருட்டி, கடலூர்.: [782, 798, 1136, 822]
- organiser-paragraph: துணை அமைப்பாளர்கள் : (1) க.வெங்கடேஷ்குமார், பாலூார் பெரிய குடியிருப்பு, பண்ருட்டி, கடலூர். (2) ஆ.செந்தில்குமார், பாலூார் பெரிய குடியிருப்பு, பண்ருட்டி, கடலூர். (3) அ.மணிபாரத், பெரிய குடியிருப்பு, பாலூார், பண்ருட்டி, கடலூர்.: [407, 819, 761, 857]
- organiser-paragraph: அமைப்பாளர் : ந.இளையராஜா, 603, பிரதான சாலை, முத்து கிருஷ்ணாபுரம், எழுமேடு, பண்ருட்டி, கடலூர்.: [32, 1212, 386, 1236]
